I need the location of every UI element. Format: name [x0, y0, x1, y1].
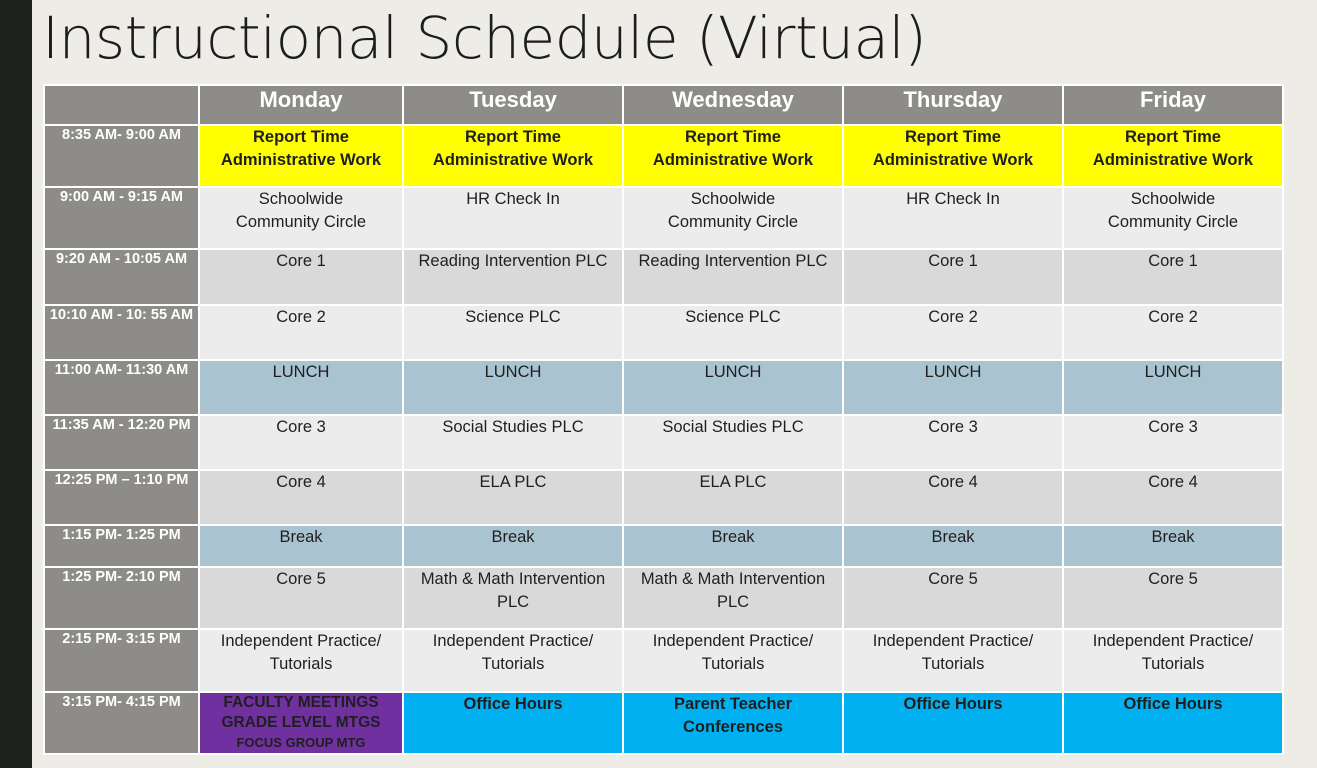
cell-text-line: LUNCH — [484, 363, 542, 381]
cell-text-line: Reading Intervention PLC — [418, 252, 608, 270]
schedule-cell-wednesday — [623, 525, 843, 567]
schedule-cell-tuesday — [403, 525, 623, 567]
schedule-cell-thursday — [843, 305, 1063, 360]
schedule-cell-thursday — [843, 187, 1063, 249]
day-header-thursday: Thursday — [843, 85, 1063, 125]
time-slot-label: 9:00 AM - 9:15 AM — [44, 187, 199, 249]
cell-text-line: Tutorials — [921, 654, 985, 673]
schedule-row — [44, 567, 1283, 629]
schedule-cell-friday — [1063, 629, 1283, 692]
schedule-cell-friday — [1063, 415, 1283, 470]
cell-text-line: HR Check In — [466, 190, 560, 208]
schedule-cell-friday — [1063, 125, 1283, 187]
cell-text-line: Core 2 — [928, 308, 978, 326]
cell-text-line: Science PLC — [465, 308, 561, 326]
cell-text-line: Schoolwide — [258, 190, 344, 208]
cell-text-line: Office Hours — [903, 695, 1003, 713]
cell-text-line: Social Studies PLC — [662, 418, 804, 436]
schedule-cell-monday — [199, 470, 403, 525]
schedule-row — [44, 360, 1283, 415]
schedule-row — [44, 629, 1283, 692]
cell-text-line: Core 5 — [1148, 570, 1198, 588]
schedule-row — [44, 305, 1283, 360]
schedule-cell-thursday — [843, 249, 1063, 305]
schedule-cell-friday — [1063, 360, 1283, 415]
schedule-cell-friday — [1063, 249, 1283, 305]
cell-text-line: Community Circle — [1107, 212, 1239, 231]
schedule-cell-tuesday — [403, 567, 623, 629]
schedule-cell-tuesday — [403, 470, 623, 525]
cell-text-line: Administrative Work — [1092, 150, 1254, 169]
schedule-cell-wednesday — [623, 360, 843, 415]
schedule-cell-friday — [1063, 692, 1283, 754]
schedule-cell-friday — [1063, 525, 1283, 567]
cell-text-line: Tutorials — [701, 654, 765, 673]
schedule-row — [44, 125, 1283, 187]
cell-text-line: LUNCH — [704, 363, 762, 381]
schedule-cell-wednesday — [623, 415, 843, 470]
schedule-cell-monday — [199, 629, 403, 692]
schedule-cell-tuesday — [403, 692, 623, 754]
schedule-cell-monday — [199, 360, 403, 415]
time-slot-label: 11:00 AM- 11:30 AM — [44, 360, 199, 415]
schedule-cell-thursday — [843, 692, 1063, 754]
schedule-cell-wednesday — [623, 249, 843, 305]
cell-text-line: Core 3 — [1148, 418, 1198, 436]
cell-text-line: Independent Practice/ — [652, 632, 814, 650]
schedule-row — [44, 249, 1283, 305]
schedule-cell-monday — [199, 305, 403, 360]
day-header-wednesday: Wednesday — [623, 85, 843, 125]
schedule-cell-tuesday — [403, 125, 623, 187]
cell-text-line: PLC — [716, 592, 750, 611]
schedule-cell-wednesday — [623, 125, 843, 187]
cell-text-line: Core 4 — [1148, 473, 1198, 491]
cell-text-line: Core 1 — [928, 252, 978, 270]
cell-text-line: GRADE LEVEL MTGS — [221, 714, 381, 731]
cell-text-line: Parent Teacher — [674, 695, 792, 713]
cell-text-line: Independent Practice/ — [1092, 632, 1254, 650]
schedule-cell-thursday — [843, 470, 1063, 525]
cell-text-line: Core 5 — [276, 570, 326, 588]
header-corner-cell — [44, 85, 199, 125]
time-slot-label: 2:15 PM- 3:15 PM — [44, 629, 199, 692]
cell-text-line: Administrative Work — [872, 150, 1034, 169]
cell-text-line: Core 2 — [276, 308, 326, 326]
schedule-cell-friday — [1063, 470, 1283, 525]
schedule-cell-wednesday — [623, 305, 843, 360]
cell-text-line: Schoolwide — [690, 190, 776, 208]
time-slot-label: 1:25 PM- 2:10 PM — [44, 567, 199, 629]
cell-text-line: Report Time — [685, 128, 781, 146]
cell-text-line: Core 1 — [1148, 252, 1198, 270]
cell-text-line: HR Check In — [906, 190, 1000, 208]
cell-text-line: Independent Practice/ — [872, 632, 1034, 650]
cell-text-line: Social Studies PLC — [442, 418, 584, 436]
schedule-cell-monday — [199, 249, 403, 305]
page-title: Instructional Schedule (Virtual) — [42, 4, 927, 72]
schedule-cell-thursday — [843, 525, 1063, 567]
schedule-cell-monday — [199, 125, 403, 187]
schedule-cell-tuesday — [403, 360, 623, 415]
cell-text-line: Break — [279, 528, 323, 546]
cell-text-line: Core 4 — [276, 473, 326, 491]
cell-text-line: ELA PLC — [479, 473, 547, 491]
day-header-monday: Monday — [199, 85, 403, 125]
cell-text-line: Independent Practice/ — [432, 632, 594, 650]
cell-text-line: Office Hours — [463, 695, 563, 713]
cell-text-line: Break — [931, 528, 975, 546]
cell-text-line: Core 4 — [928, 473, 978, 491]
time-slot-label: 1:15 PM- 1:25 PM — [44, 525, 199, 567]
schedule-row — [44, 415, 1283, 470]
schedule-cell-monday — [199, 525, 403, 567]
cell-text-line: Core 1 — [276, 252, 326, 270]
schedule-table — [43, 84, 1284, 755]
cell-text-line: Core 2 — [1148, 308, 1198, 326]
cell-text-line: Tutorials — [481, 654, 545, 673]
day-header-friday: Friday — [1063, 85, 1283, 125]
cell-text-line: Community Circle — [235, 212, 367, 231]
cell-text-line: Report Time — [1125, 128, 1221, 146]
time-slot-label: 10:10 AM - 10: 55 AM — [44, 305, 199, 360]
schedule-cell-tuesday — [403, 415, 623, 470]
schedule-cell-wednesday — [623, 692, 843, 754]
cell-text-line: Administrative Work — [652, 150, 814, 169]
time-slot-label: 12:25 PM – 1:10 PM — [44, 470, 199, 525]
cell-text-line: Report Time — [465, 128, 561, 146]
cell-text-line: Schoolwide — [1130, 190, 1216, 208]
time-slot-label: 8:35 AM- 9:00 AM — [44, 125, 199, 187]
cell-text-line: Reading Intervention PLC — [638, 252, 828, 270]
schedule-cell-tuesday — [403, 249, 623, 305]
schedule-cell-monday — [199, 187, 403, 249]
cell-text-line: Core 5 — [928, 570, 978, 588]
schedule-cell-thursday — [843, 360, 1063, 415]
schedule-cell-tuesday — [403, 629, 623, 692]
cell-text-line: Tutorials — [269, 654, 333, 673]
cell-text-line: FACULTY MEETINGS — [223, 694, 379, 711]
cell-text-line: Administrative Work — [432, 150, 594, 169]
cell-text-line: Independent Practice/ — [220, 632, 382, 650]
schedule-cell-thursday — [843, 125, 1063, 187]
schedule-cell-wednesday — [623, 470, 843, 525]
cell-text-line: LUNCH — [1144, 363, 1202, 381]
cell-text-line: Math & Math Intervention — [420, 570, 606, 588]
schedule-cell-thursday — [843, 567, 1063, 629]
schedule-row — [44, 692, 1283, 754]
cell-text-line: Core 3 — [276, 418, 326, 436]
schedule-cell-friday — [1063, 567, 1283, 629]
schedule-cell-wednesday — [623, 187, 843, 249]
cell-text-line: FOCUS GROUP MTG — [236, 735, 366, 750]
cell-text-line: Break — [491, 528, 535, 546]
left-accent-bar — [0, 0, 32, 768]
cell-text-line: LUNCH — [272, 363, 330, 381]
cell-text-line: Community Circle — [667, 212, 799, 231]
schedule-cell-friday — [1063, 305, 1283, 360]
schedule-row — [44, 470, 1283, 525]
cell-text-line: PLC — [496, 592, 530, 611]
cell-text-line: ELA PLC — [699, 473, 767, 491]
schedule-cell-thursday — [843, 629, 1063, 692]
schedule-cell-thursday — [843, 415, 1063, 470]
schedule-row — [44, 525, 1283, 567]
schedule-cell-friday — [1063, 187, 1283, 249]
time-slot-label: 11:35 AM - 12:20 PM — [44, 415, 199, 470]
schedule-row — [44, 187, 1283, 249]
cell-text-line: LUNCH — [924, 363, 982, 381]
header-row — [44, 85, 1283, 125]
schedule-cell-wednesday — [623, 567, 843, 629]
cell-text-line: Conferences — [683, 717, 783, 736]
cell-text-line: Report Time — [253, 128, 349, 146]
cell-text-line: Report Time — [905, 128, 1001, 146]
time-slot-label: 9:20 AM - 10:05 AM — [44, 249, 199, 305]
cell-text-line: Tutorials — [1141, 654, 1205, 673]
cell-text-line: Science PLC — [685, 308, 781, 326]
day-header-tuesday: Tuesday — [403, 85, 623, 125]
cell-text-line: Break — [711, 528, 755, 546]
schedule-cell-monday — [199, 415, 403, 470]
schedule-cell-tuesday — [403, 187, 623, 249]
cell-text-line: Office Hours — [1123, 695, 1223, 713]
time-slot-label: 3:15 PM- 4:15 PM — [44, 692, 199, 754]
schedule-cell-wednesday — [623, 629, 843, 692]
schedule-cell-monday — [199, 692, 403, 754]
cell-text-line: Break — [1151, 528, 1195, 546]
cell-text-line: Math & Math Intervention — [640, 570, 826, 588]
cell-text-line: Administrative Work — [220, 150, 382, 169]
schedule-cell-tuesday — [403, 305, 623, 360]
schedule-cell-monday — [199, 567, 403, 629]
cell-text-line: Core 3 — [928, 418, 978, 436]
